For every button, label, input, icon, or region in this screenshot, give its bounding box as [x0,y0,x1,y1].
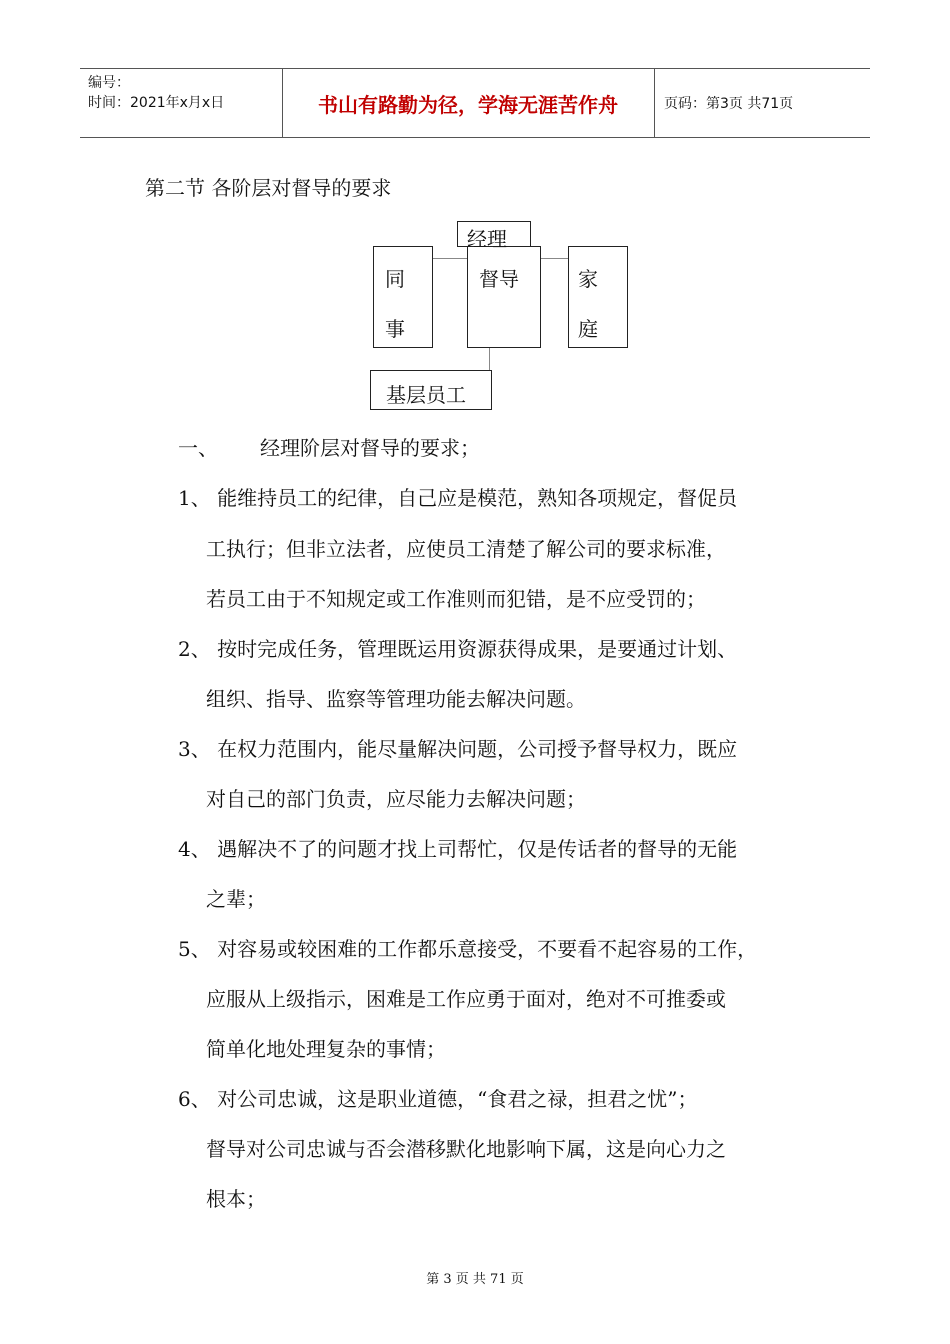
heading-number: 一、 [178,436,218,460]
serial-label: 编号： [88,75,130,91]
body-line: 根本； [206,1187,266,1211]
connector-line [489,348,490,370]
box-family [568,246,628,348]
body-line: 对自己的部门负责，应尽能力去解决问题； [206,787,586,811]
header-page-info: 页码：第3页 共71页 [664,96,794,112]
body-line: 督导对公司忠诚与否会潜移默化地影响下属，这是向心力之 [206,1137,726,1161]
header-left-cell [88,73,224,141]
box-colleagues [373,246,433,348]
body-line: 若员工由于不知规定或工作准则而犯错，是不应受罚的； [206,587,706,611]
page-footer: 第 3 页 共 71 页 [426,1272,524,1287]
body-line: 3、 在权力范围内，能尽量解决问题，公司授予督导权力，既应 [178,737,738,761]
body-line: 5、 对容易或较困难的工作都乐意接受，不要看不起容易的工作， [178,937,758,961]
frontline-staff-label: 基层员工 [386,383,466,407]
body-line: 简单化地处理复杂的事情； [206,1037,446,1061]
header-motto: 书山有路勤为径，学海无涯苦作舟 [318,92,618,117]
body-line: 工执行；但非立法者，应使员工清楚了解公司的要求标准， [206,537,726,561]
family-char-1: 家 [578,267,598,291]
body-line: 6、 对公司忠诚，这是职业道德，“食君之禄，担君之忧”； [178,1087,698,1111]
box-frontline-staff [370,370,492,410]
box-manager [457,221,531,251]
header-divider [654,69,655,137]
manager-label: 经理 [467,227,507,251]
supervisor-label: 督导 [479,267,519,291]
body-line: 2、 按时完成任务，管理既运用资源获得成果，是要通过计划、 [178,637,738,661]
body-line: 4、 遇解决不了的问题才找上司帮忙，仅是传话者的督导的无能 [178,837,738,861]
section-title: 第二节 各阶层对督导的要求 [145,176,392,200]
body-line: 1、 能维持员工的纪律，自己应是模范，熟知各项规定，督促员 [178,486,738,510]
box-supervisor [467,246,541,348]
colleagues-char-1: 同 [385,267,405,291]
date-line: 时间：2021年x月x日 [88,95,225,111]
body-line: 应服从上级指示，困难是工作应勇于面对，绝对不可推委或 [206,987,726,1011]
header-table [80,68,870,138]
colleagues-char-2: 事 [385,317,405,341]
heading-text: 经理阶层对督导的要求； [260,436,480,460]
body-line: 之辈； [206,887,266,911]
family-char-2: 庭 [578,317,598,341]
body-line: 组织、指导、监察等管理功能去解决问题。 [206,687,586,711]
